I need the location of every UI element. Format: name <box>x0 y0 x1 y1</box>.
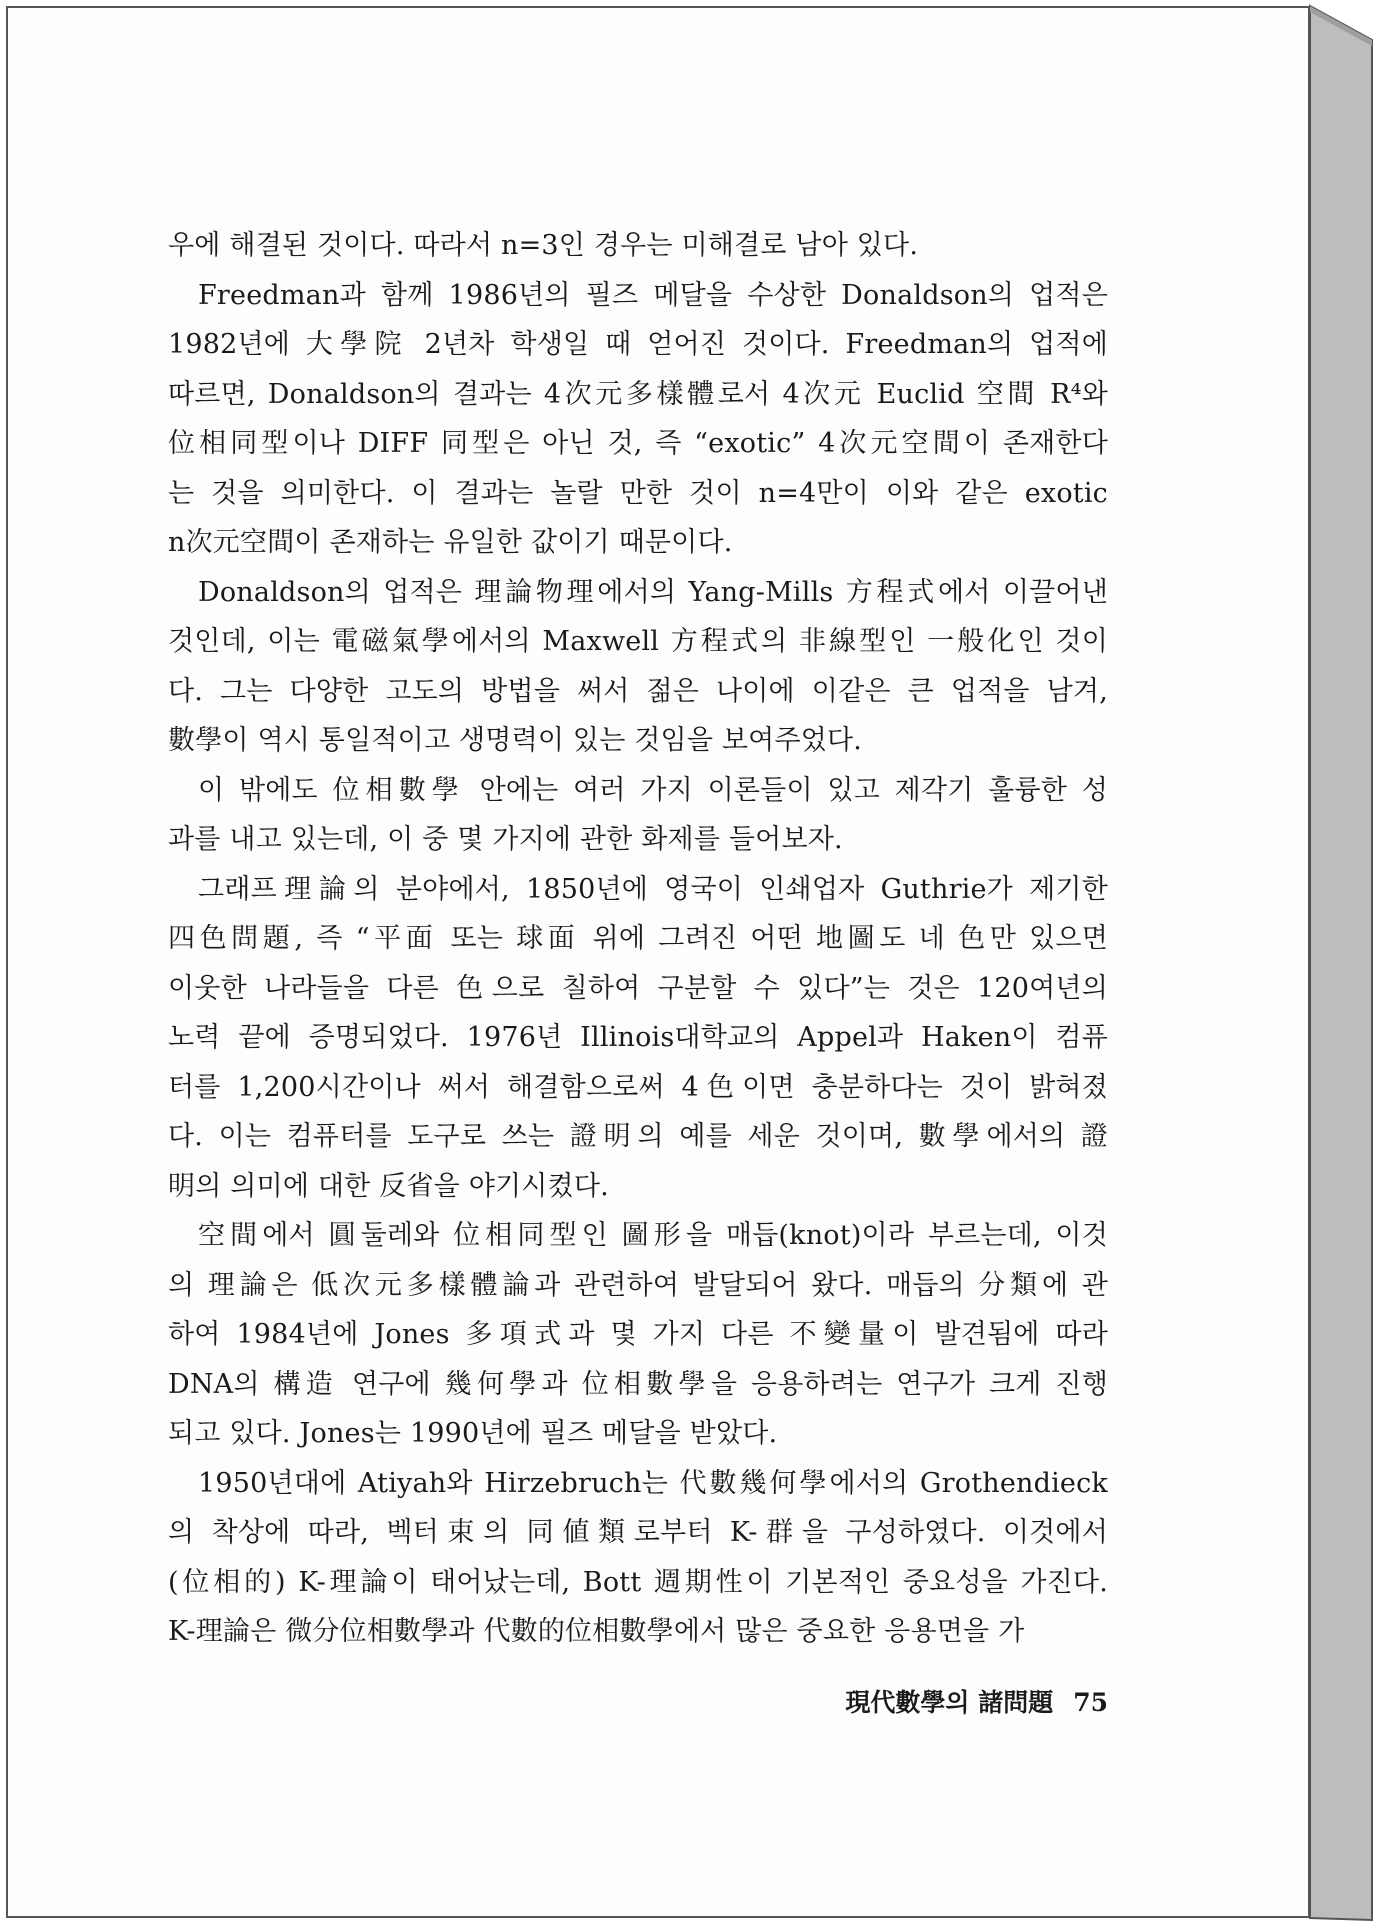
text-line: 는 것을 의미한다. 이 결과는 놀랄 만한 것이 n=4만이 이와 같은 exotic <box>168 477 1108 509</box>
paragraph <box>168 568 1108 766</box>
text-line: 이 밖에도 位相數學 안에는 여러 가지 이론들이 있고 제각기 훌륭한 성 <box>198 774 1108 806</box>
text-line: 다. 그는 다양한 고도의 방법을 써서 젊은 나이에 이같은 큰 업적을 남겨, <box>168 675 1108 707</box>
text-line: 되고 있다. Jones는 1990년에 필즈 메달을 받았다. <box>168 1418 778 1449</box>
text-line: 과를 내고 있는데, 이 중 몇 가지에 관한 화제를 들어보자. <box>168 824 843 855</box>
paragraph <box>168 1459 1108 1657</box>
text-line: 하여 1984년에 Jones 多項式과 몇 가지 다른 不變量이 발견됨에 따라 <box>168 1319 1108 1350</box>
text-line: 다. 이는 컴퓨터를 도구로 쓰는 證明의 예를 세운 것이며, 數學에서의 證 <box>168 1121 1108 1152</box>
paragraph <box>168 271 1108 568</box>
text-line: 空間에서 圓둘레와 位相同型인 圖形을 매듭(knot)이라 부르는데, 이것 <box>198 1220 1108 1251</box>
text-line: Freedman과 함께 1986년의 필즈 메달을 수상한 Donaldson의 업적은 <box>198 279 1108 311</box>
text-line: 그래프理論의 분야에서, 1850년에 영국이 인쇄업자 Guthrie가 제기한 <box>198 873 1108 905</box>
text-line: 따르면, Donaldson의 결과는 4次元多樣體로서 4次元 Euclid 空間 R⁴와 <box>168 378 1108 410</box>
text-line: 位相同型이나 DIFF 同型은 아닌 것, 즉 “exotic” 4次元空間이 존재한다 <box>168 428 1108 459</box>
paragraph <box>168 1211 1108 1459</box>
text-line: 이웃한 나라들을 다른 色으로 칠하여 구분할 수 있다”는 것은 120여년의 <box>168 972 1108 1004</box>
text-line: Donaldson의 업적은 理論物理에서의 Yang-Mills 方程式에서 이끌어낸 <box>198 576 1108 608</box>
text-line: 의 理論은 低次元多樣體論과 관련하여 발달되어 왔다. 매듭의 分類에 관 <box>168 1269 1108 1301</box>
text-line: 1950년대에 Atiyah와 Hirzebruch는 代數幾何學에서의 Grothendieck <box>198 1467 1108 1499</box>
text-line: 四色問題, 즉 “平面 또는 球面 위에 그려진 어떤 地圖도 네 色만 있으면 <box>168 923 1108 954</box>
text-line: K-理論은 微分位相數學과 代數的位相數學에서 많은 중요한 응용면을 가 <box>168 1616 1025 1647</box>
text-line: 노력 끝에 증명되었다. 1976년 Illinois대학교의 Appel과 Haken이 컴퓨 <box>168 1022 1108 1053</box>
running-title: 現代數學의 諸問題 <box>845 1688 1054 1717</box>
text-line: n次元空間이 존재하는 유일한 값이기 때문이다. <box>168 527 733 558</box>
paragraph <box>168 766 1108 865</box>
text-line: 터를 1,200시간이나 써서 해결함으로써 4色이면 충분하다는 것이 밝혀졌 <box>168 1071 1108 1103</box>
text-line: 明의 의미에 대한 反省을 야기시켰다. <box>168 1170 609 1202</box>
paragraph <box>168 221 1108 271</box>
text-line: DNA의 構造 연구에 幾何學과 位相數學을 응용하려는 연구가 크게 진행 <box>168 1368 1108 1400</box>
text-line: 것인데, 이는 電磁氣學에서의 Maxwell 方程式의 非線型인 一般化인 것이 <box>168 626 1108 657</box>
text-line: 의 착상에 따라, 벡터束의 同値類로부터 K-群을 구성하였다. 이것에서 <box>168 1517 1108 1548</box>
text-line: 1982년에 大學院 2년차 학생일 때 얻어진 것이다. Freedman의 업적에 <box>168 329 1108 360</box>
text-line: 數學이 역시 통일적이고 생명력이 있는 것임을 보여주었다. <box>168 725 863 756</box>
page-body <box>168 221 1108 1657</box>
text-line: (位相的) K-理論이 태어났는데, Bott 週期性이 기본적인 중요성을 가진다. <box>168 1566 1108 1598</box>
page-number: 75 <box>1073 1688 1108 1717</box>
page-footer <box>808 1683 1108 1719</box>
paragraph <box>168 865 1108 1212</box>
text-line: 우에 해결된 것이다. 따라서 n=3인 경우는 미해결로 남아 있다. <box>168 230 919 261</box>
